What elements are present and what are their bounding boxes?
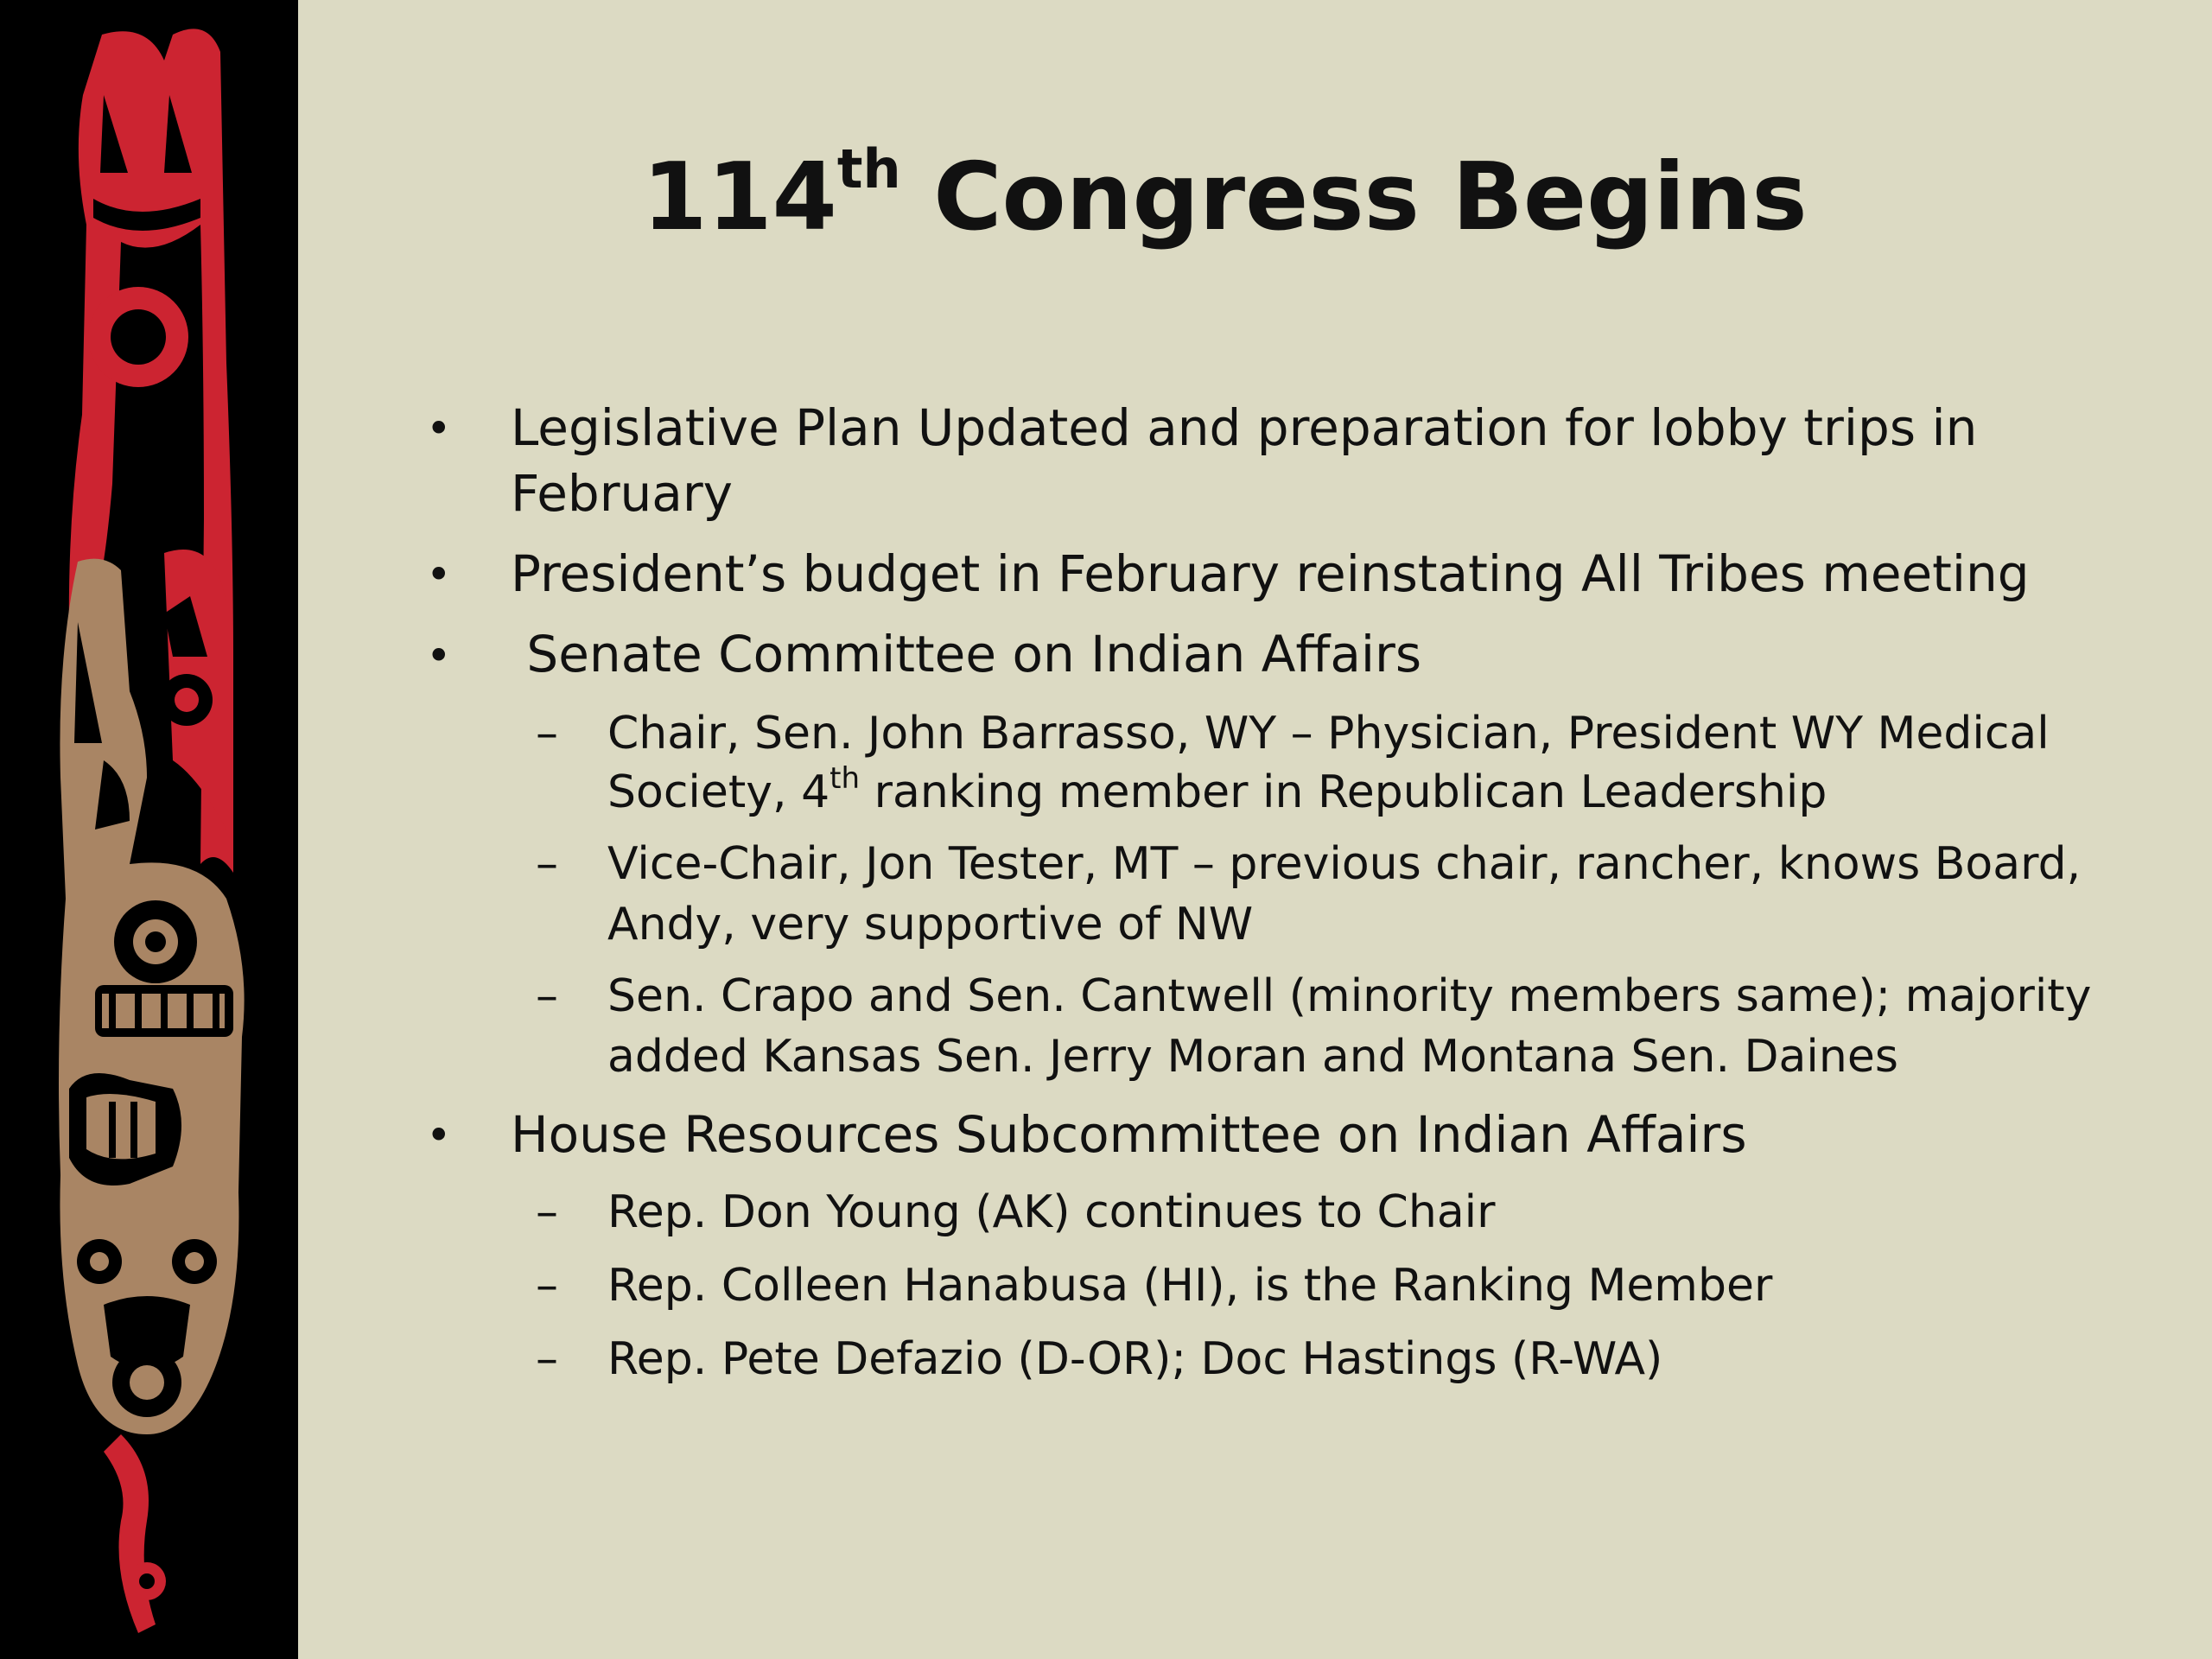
subbullet-marker: – [536, 838, 558, 890]
bullet-text: House Resources Subcommittee on Indian Affairs [511, 1105, 1747, 1164]
subbullet-marker: – [536, 1333, 558, 1385]
bullet-marker: • [426, 404, 452, 454]
subbullet-marker: – [536, 1186, 558, 1238]
subbullet-marker: – [536, 708, 558, 760]
subbullet-text: Rep. Colleen Hanabusa (HI), is the Ranking Member [607, 1260, 1773, 1312]
subbullet-text: Sen. Crapo and Sen. Cantwell (minority members same); majority [607, 970, 2092, 1022]
ordinal-suffix: th [830, 761, 861, 796]
subbullet-text: Rep. Pete Defazio (D-OR); Doc Hastings (R-WA) [607, 1333, 1663, 1385]
bullet-text: President’s budget in February reinstating All Tribes meeting [511, 544, 2030, 603]
subbullet-text-part: Society, 4 [607, 766, 830, 818]
subbullet-text-part: ranking member in Republican Leadership [860, 766, 1827, 818]
bullet-marker: • [426, 550, 452, 600]
subbullet-text-continued: Andy, very supportive of NW [607, 899, 1254, 950]
subbullet-text: Rep. Don Young (AK) continues to Chair [607, 1186, 1496, 1238]
subbullet-text: Vice-Chair, Jon Tester, MT – previous chair, rancher, knows Board, [607, 838, 2082, 890]
subbullet-marker: – [536, 1260, 558, 1312]
bullet-text: Senate Committee on Indian Affairs [511, 625, 1422, 683]
subbullet-marker: – [536, 970, 558, 1022]
title-number: 114 [642, 143, 837, 251]
title-text: Congress Begins [900, 143, 1808, 251]
subbullet-text-continued: added Kansas Sen. Jerry Moran and Montana Sen. Daines [607, 1031, 1898, 1083]
bullet-marker: • [426, 1110, 452, 1160]
subbullet-text-continued [607, 761, 1827, 820]
bullet-text-continued: February [511, 464, 734, 523]
subbullet-text: Chair, Sen. John Barrasso, WY – Physician, President WY Medical [607, 708, 2050, 760]
bullet-marker: • [426, 631, 452, 681]
bullet-text: Legislative Plan Updated and preparation for lobby trips in [511, 398, 1978, 457]
title-ordinal-suffix: th [836, 137, 901, 200]
